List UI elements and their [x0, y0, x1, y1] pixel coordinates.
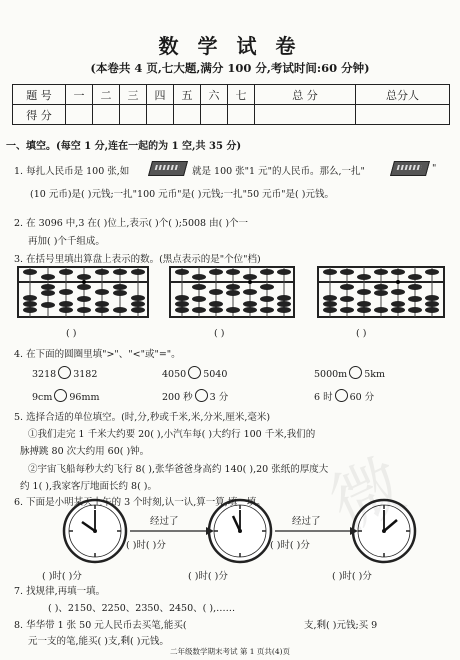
- compare-left: 9cm: [32, 392, 53, 403]
- score-cell: 三: [120, 85, 147, 105]
- clock-2: [209, 500, 271, 562]
- score-cell: 二: [93, 85, 120, 105]
- score-cell: 总分人: [356, 85, 450, 105]
- compare-right: 96mm: [69, 392, 100, 403]
- section-heading: 一、填空。(每空 1 分,连在一起的为 1 空,共 35 分): [6, 141, 242, 152]
- arrow-icon: [275, 527, 358, 535]
- elapsed-blank[interactable]: ( )时( )分: [270, 540, 310, 551]
- compare-right: 3 分: [209, 392, 229, 403]
- compare-circle[interactable]: [188, 366, 201, 379]
- compare-left: 6 时: [314, 392, 333, 403]
- compare-left: 4050: [162, 369, 187, 380]
- question-5-line-2: 脉搏跳 80 次大约用 60( )钟。: [20, 446, 150, 457]
- question-5-line-3: ②宇宙飞船每秒大约飞行 8( ),张华爸爸身高约 140( ),20 张纸的厚度大: [28, 464, 329, 475]
- compare-item: [314, 389, 374, 403]
- compare-item: [162, 366, 227, 380]
- elapsed-label: 经过了: [292, 516, 321, 527]
- compare-item: [32, 389, 99, 403]
- score-cell: 得 分: [13, 105, 66, 125]
- abacus-3-answer-blank[interactable]: ( ): [356, 328, 367, 339]
- arrow-icon: [130, 527, 214, 535]
- compare-left: 3218: [32, 369, 57, 380]
- question-6: 6. 下面是小明某天上午的 3 个时刻,认一认,算一算,填一填。: [14, 497, 266, 508]
- score-cell: 五: [174, 85, 201, 105]
- question-1-line-1b: 就是 100 张"1 元"的人民币。那么,一扎": [192, 166, 365, 177]
- compare-circle[interactable]: [195, 389, 208, 402]
- page-footer: 二年级数学期末考试 第 1 页共(4)页: [169, 647, 291, 656]
- question-3: 3. 在括号里填出算盘上表示的数。(黑点表示的是"个位"档): [14, 254, 261, 265]
- compare-right: 5040: [203, 369, 228, 380]
- question-8-line-1-end: 支,剩( )元钱;买 9: [304, 620, 378, 631]
- abacus-3: [318, 267, 444, 317]
- elapsed-blank[interactable]: ( )时( )分: [126, 540, 166, 551]
- abacus-2: [170, 267, 294, 317]
- question-2-line-1: 2. 在 3096 中,3 在( )位上,表示( )个( );5008 由( )个一: [14, 218, 249, 229]
- question-5-line-1: ①我们走完 1 千米大约要 20( ),小汽车每( )大约行 100 千米,我们的: [28, 429, 316, 440]
- page-subtitle: (本卷共 4 页,七大题,满分 100 分,考试时间:60 分钟): [90, 61, 370, 75]
- score-cell: 六: [201, 85, 228, 105]
- question-1-line-2: (10 元币)是( )元钱;一扎"100 元币"是( )元钱;一扎"50 元币"是( )元钱。: [30, 189, 334, 200]
- clock-1: [64, 500, 126, 562]
- watermark: 微: [318, 443, 417, 548]
- question-1-line-1c: ": [432, 163, 437, 174]
- compare-circle[interactable]: [335, 389, 348, 402]
- question-4: 4. 在下面的圆圈里填">"、"<"或"="。: [14, 349, 181, 360]
- score-cell: 七: [228, 85, 255, 105]
- compare-right: 60 分: [349, 392, 375, 403]
- page-title: 数 学 试 卷: [158, 34, 302, 58]
- question-1-line-1a: 1. 每扎人民币是 100 张,如: [14, 166, 130, 177]
- clock-reading-blank[interactable]: ( )时( )分: [332, 571, 372, 582]
- compare-circle[interactable]: [349, 366, 362, 379]
- compare-item: [314, 366, 385, 380]
- score-cell: 一: [66, 85, 93, 105]
- compare-item: [32, 366, 97, 380]
- question-8-line-1: 8. 华华带 1 张 50 元人民币去买笔,能买(: [14, 620, 187, 631]
- score-cell: 题 号: [13, 85, 66, 105]
- abacus-2-answer-blank[interactable]: ( ): [214, 328, 225, 339]
- question-2-line-2: 再加( )个千组成。: [28, 236, 105, 247]
- clock-reading-blank[interactable]: ( )时( )分: [42, 571, 82, 582]
- elapsed-label: 经过了: [150, 516, 179, 527]
- compare-right: 3182: [73, 369, 98, 380]
- score-cell: 总 分: [255, 85, 356, 105]
- question-8-line-2: 元一支的笔,能买( )支,剩( )元钱。: [28, 636, 169, 647]
- compare-left: 5000m: [314, 369, 348, 380]
- question-7-sequence: ( )、2150、2250、2350、2450、( ),……: [48, 603, 236, 614]
- clock-3: [353, 500, 415, 562]
- score-cell: 四: [147, 85, 174, 105]
- compare-circle[interactable]: [58, 366, 71, 379]
- question-5: 5. 选择合适的单位填空。(时,分,秒或千米,米,分米,厘米,毫米): [14, 412, 271, 423]
- abacus-1: [18, 267, 148, 317]
- abacus-1-answer-blank[interactable]: ( ): [66, 328, 77, 339]
- question-5-line-4: 约 1( ),我家客厅地面长约 8( )。: [20, 481, 158, 492]
- compare-item: [162, 389, 228, 403]
- compare-circle[interactable]: [54, 389, 67, 402]
- question-7: 7. 找规律,再填一填。: [14, 586, 106, 597]
- clock-reading-blank[interactable]: ( )时( )分: [188, 571, 228, 582]
- compare-right: 5km: [364, 369, 385, 380]
- compare-left: 200 秒: [162, 392, 193, 403]
